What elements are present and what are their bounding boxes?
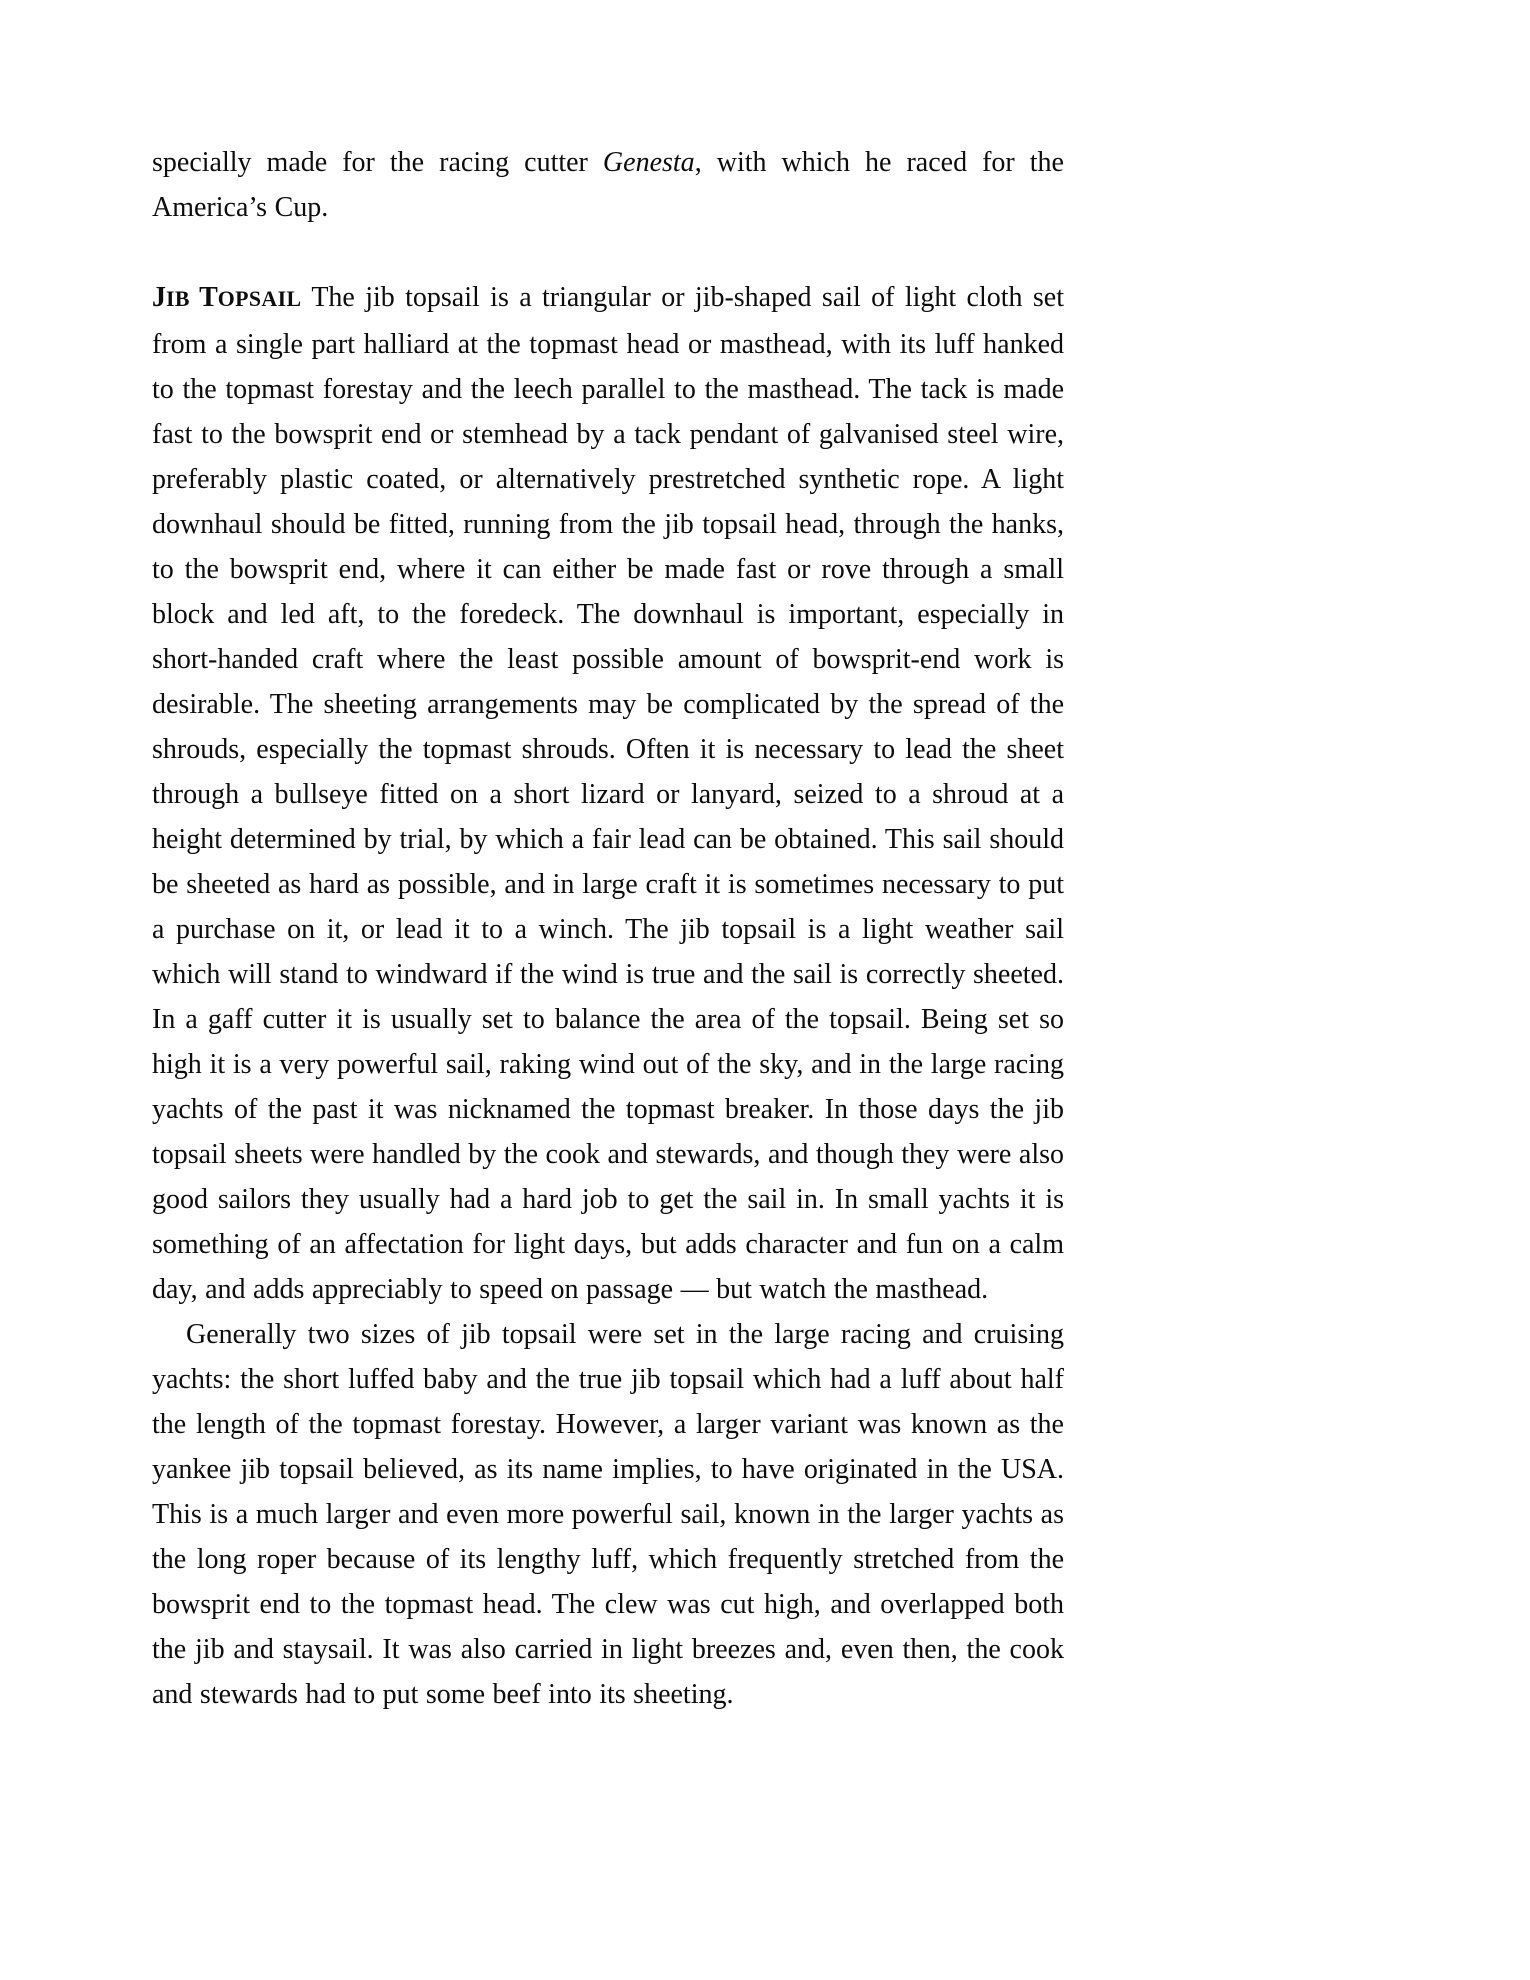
section-heading xyxy=(152,282,301,313)
body-text: specially made for the racing cutter xyxy=(152,147,603,178)
paragraph-generally xyxy=(152,1312,1064,1717)
body-text: , with which he raced for the America’s Cup. xyxy=(152,147,1064,223)
body-text: Generally two sizes of jib topsail were set in the large racing and cruising yachts: the short luffed baby and the true jib topsail which had a luff about half the length of the topmast forestay. However, a larger variant was known as the yankee jib topsail believed, as its name implies, to have originated in the USA. This is a much larger and even more powerful sail, known in the larger yachts as the long roper because of its lengthy luff, which frequently stretched from the bowsprit end to the topmast head. The clew was cut high, and overlapped both the jib and staysail. It was also carried in light breezes and, even then, the cook and stewards had to put some beef into its sheeting. xyxy=(152,1319,1064,1710)
heading-small-caps: OPSAIL xyxy=(217,287,302,311)
italic-boat-name: Genesta xyxy=(602,147,695,178)
body-text: The jib topsail is a triangular or jib-shaped sail of light cloth set from a single part halliard at the topmast head or masthead, with its luff hanked to the topmast forestay and the leech parallel to the masthead. The tack is made fast to the bowsprit end or stemhead by a tack pendant of galvanised steel wire, preferably plastic coated, or alternatively prestretched synthetic rope. A light downhaul should be fitted, running from the jib topsail head, through the hanks, to the bowsprit end, where it can either be made fast or rove through a small block and led aft, to the foredeck. The downhaul is important, especially in short-handed craft where the least possible amount of bowsprit-end work is desirable. The sheeting arrangements may be complicated by the spread of the shrouds, especially the topmast shrouds. Often it is necessary to lead the sheet through a bullseye fitted on a short lizard or lanyard, seized to a shroud at a height determined by trial, by which a fair lead can be obtained. This sail should be sheeted as hard as possible, and in large craft it is sometimes necessary to put a purchase on it, or lead it to a winch. The jib topsail is a light weather sail which will stand to windward if the wind is true and the sail is correctly sheeted. In a gaff cutter it is usually set to balance the area of the topsail. Being set so high it is a very powerful sail, raking wind out of the sky, and in the large racing yachts of the past it was nicknamed the topmast breaker. In those days the jib topsail sheets were handled by the cook and stewards, and though they were also good sailors they usually had a hard job to get the sail in. In small yachts it is something of an affectation for light days, but adds character and fun on a calm day, and adds appreciably to speed on passage — but watch the masthead. xyxy=(152,282,1064,1305)
paragraph-continuation xyxy=(152,140,1064,230)
heading-initial-cap: T xyxy=(199,282,218,313)
paragraph-jib-topsail xyxy=(152,275,1064,1312)
heading-small-caps: IB xyxy=(166,287,200,311)
text-block xyxy=(152,140,1064,1717)
heading-initial-cap: J xyxy=(152,282,166,313)
